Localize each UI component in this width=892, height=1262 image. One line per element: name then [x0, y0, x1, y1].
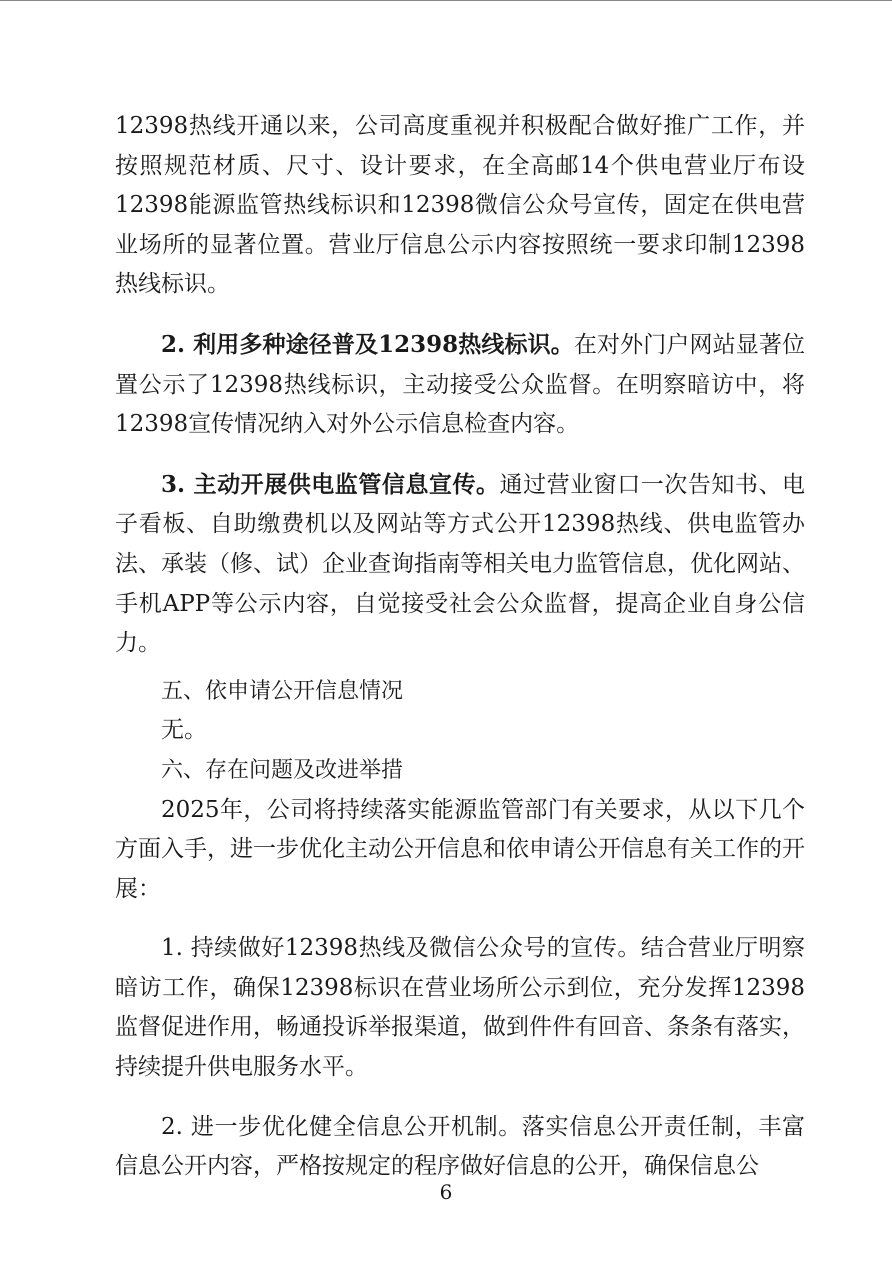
section-6-item-2: 2. 进一步优化健全信息公开机制。落实信息公开责任制，丰富信息公开内容，严格按规定的程序做好信息的公开，确保信息公 — [115, 1113, 805, 1180]
section-5-body: 无。 — [161, 717, 207, 744]
paragraph-hotline-intro: 12398热线开通以来，公司高度重视并积极配合做好推广工作，并按照规范材质、尺寸、设计要求，在全高邮14个供电营业厅布设12398能源监管热线标识和12398微信公众号宣传，固定在供电营业场所的显著位置。营业厅信息公示内容按照统一要求印制12398热线标识。 — [115, 113, 805, 298]
paragraph-item-3 — [115, 465, 805, 664]
scan-top-edge — [0, 0, 892, 1]
section-5-heading: 五、依申请公开信息情况 — [161, 678, 404, 704]
section-6-item-1: 1. 持续做好12398热线及微信公众号的宣传。结合营业厅明察暗访工作，确保12398标识在营业场所公示到位，充分发挥12398监督促进作用，畅通投诉举报渠道，做到件件有回音、条条有落实，持续提升供电服务水平。 — [115, 935, 805, 1081]
item-2-lead: 2. 利用多种途径普及12398热线标识。 — [161, 330, 574, 358]
page-number: 6 — [439, 1180, 453, 1204]
item-3-lead: 3. 主动开展供电监管信息宣传。 — [161, 470, 500, 498]
item-3-text: 通过营业窗口一次告知书、电子看板、自助缴费机以及网站等方式公开12398热线、供电监管办法、承装（修、试）企业查询指南等相关电力监管信息，优化网站、手机APP等公示内容，自觉接受社会公众监督，提高企业自身公信力。 — [115, 471, 805, 657]
section-6-heading: 六、存在问题及改进举措 — [161, 757, 404, 783]
paragraph-item-2 — [115, 325, 805, 445]
section-6-intro: 2025年，公司将持续落实能源监管部门有关要求，从以下几个方面入手，进一步优化主动公开信息和依申请公开信息有关工作的开展： — [115, 796, 805, 902]
body-text — [115, 107, 805, 1187]
item-2-text: 在对外门户网站显著位置公示了12398热线标识，主动接受公众监督。在明察暗访中，将12398宣传情况纳入对外公示信息检查内容。 — [115, 331, 805, 438]
